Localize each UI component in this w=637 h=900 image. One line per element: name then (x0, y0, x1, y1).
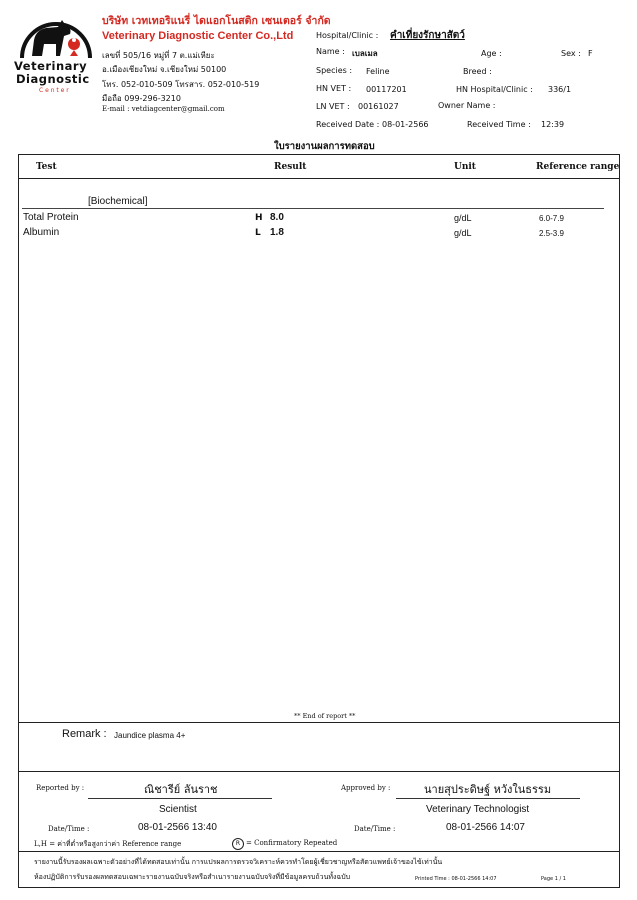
col-header-result: Result (274, 162, 307, 172)
col-header-test: Test (36, 162, 57, 172)
breed-label: Breed : (463, 67, 492, 76)
col-header-unit: Unit (454, 162, 476, 172)
reported-by-name: ณิชารีย์ ลันราช (144, 783, 218, 796)
owner-label: Owner Name : (438, 101, 496, 110)
species-label: Species : (316, 66, 353, 75)
logo-center: C e n t e r (39, 87, 69, 94)
reported-by-label: Reported by : (36, 784, 85, 792)
result-value: 1.8 (270, 227, 284, 238)
test-name: Total Protein (23, 212, 79, 223)
company-address-2: อ.เมืองเชียงใหม่ จ.เชียงใหม่ 50100 (102, 65, 227, 74)
result-unit: g/dL (454, 228, 472, 238)
result-flag: L (255, 228, 261, 238)
company-email: E-mail : vetdiagcenter@gmail.com (102, 105, 225, 113)
hospital-value: คำเที่ยงรักษาสัตว์ (390, 30, 465, 41)
reported-by-role: Scientist (159, 804, 197, 815)
remark-bottom-rule (18, 771, 619, 772)
printed-time: Printed Time : 08-01-2566 14:07 (415, 876, 497, 882)
reference-range: 6.0-7.9 (539, 214, 564, 223)
reported-datetime-value: 08-01-2566 13:40 (138, 822, 217, 833)
reported-signature-line (88, 798, 272, 799)
signoff-bottom-rule (18, 851, 619, 852)
dog-cat-logo-icon (16, 10, 96, 60)
lh-note: L,H = ค่าที่ต่ำหรือสูงกว่าค่า Reference range (34, 840, 182, 848)
report-title: ใบรายงานผลการทดสอบ (274, 141, 375, 152)
approved-datetime-label: Date/Time : (354, 825, 396, 833)
confirmatory-r-icon (232, 838, 244, 850)
company-address-1: เลขที่ 505/16 หมู่ที่ 7 ต.แม่เหียะ (102, 51, 215, 60)
approved-datetime-value: 08-01-2566 14:07 (446, 822, 525, 833)
hn-vet-value: 00117201 (366, 85, 407, 94)
sex-value: F (588, 49, 593, 58)
company-name-en: Veterinary Diagnostic Center Co.,Ltd (102, 30, 294, 42)
r-symbol: R (235, 840, 241, 847)
end-of-report: ** End of report ** (294, 712, 356, 720)
species-value: Feline (366, 67, 390, 76)
ln-vet-value: 00161027 (358, 102, 399, 111)
approved-signature-line (396, 798, 580, 799)
logo-veterinary: Veterinary (14, 59, 88, 73)
company-mobile: มือถือ 099-296-3210 (102, 94, 181, 103)
hn-hospital-value: 336/1 (548, 85, 572, 94)
received-date-label: Received Date : (316, 120, 380, 129)
name-value: เบลเมล (352, 49, 378, 58)
approved-by-role: Veterinary Technologist (426, 804, 530, 815)
ln-vet-label: LN VET : (316, 102, 350, 111)
result-value: 8.0 (270, 212, 284, 223)
hospital-label: Hospital/Clinic : (316, 31, 379, 40)
company-logo (16, 10, 96, 96)
name-label: Name : (316, 47, 345, 56)
age-label: Age : (481, 49, 502, 58)
page-number: Page 1 / 1 (541, 876, 566, 882)
hn-vet-label: HN VET : (316, 84, 352, 93)
company-phone: โทร. 052-010-509 โทรสาร. 052-010-519 (102, 80, 260, 89)
result-flag: H (255, 213, 263, 223)
header-bottom-rule (18, 178, 619, 179)
disclaimer-line-1: รายงานนี้รับรองผลเฉพาะตัวอย่างที่ได้ทดสอบเท่านั้น การแปรผลการตรวจวิเคราะห์ควรทำโดยผู้เชี่ยวชาญหรือสัตวแพทย์เจ้าของไข้เท่านั้น (34, 858, 443, 866)
logo-diagnostic: Diagnostic (16, 72, 90, 86)
reference-range: 2.5-3.9 (539, 229, 564, 238)
results-bottom-rule (18, 722, 619, 723)
result-unit: g/dL (454, 213, 472, 223)
approved-by-name: นายสุประดิษฐ์ หวังในธรรม (424, 783, 552, 796)
approved-by-label: Approved by : (341, 784, 391, 792)
received-time-label: Received Time : (467, 120, 531, 129)
received-time-value: 12:39 (541, 120, 565, 129)
received-date-value: 08-01-2566 (382, 120, 429, 129)
disclaimer-line-2: ห้องปฏิบัติการรับรองผลทดสอบเฉพาะรายงานฉบับจริงหรือสำเนารายงานฉบับจริงที่มีข้อมูลครบถ้วนทั้งฉบับ (34, 873, 351, 881)
sex-label: Sex : (561, 49, 581, 58)
section-biochemical: [Biochemical] (88, 196, 148, 207)
company-name-th: บริษัท เวทเทอริแนรี่ ไดแอกโนสติก เซนเตอร์ จำกัด (102, 15, 331, 27)
hn-hospital-label: HN Hospital/Clinic : (456, 85, 533, 94)
remark-label: Remark : (62, 728, 107, 740)
results-frame (18, 154, 620, 888)
remark-value: Jaundice plasma 4+ (114, 731, 186, 740)
section-rule (22, 208, 604, 209)
col-header-reference: Reference range (536, 162, 620, 172)
test-name: Albumin (23, 227, 60, 238)
confirmatory-note: = Confirmatory Repeated (246, 839, 338, 847)
reported-datetime-label: Date/Time : (48, 825, 90, 833)
